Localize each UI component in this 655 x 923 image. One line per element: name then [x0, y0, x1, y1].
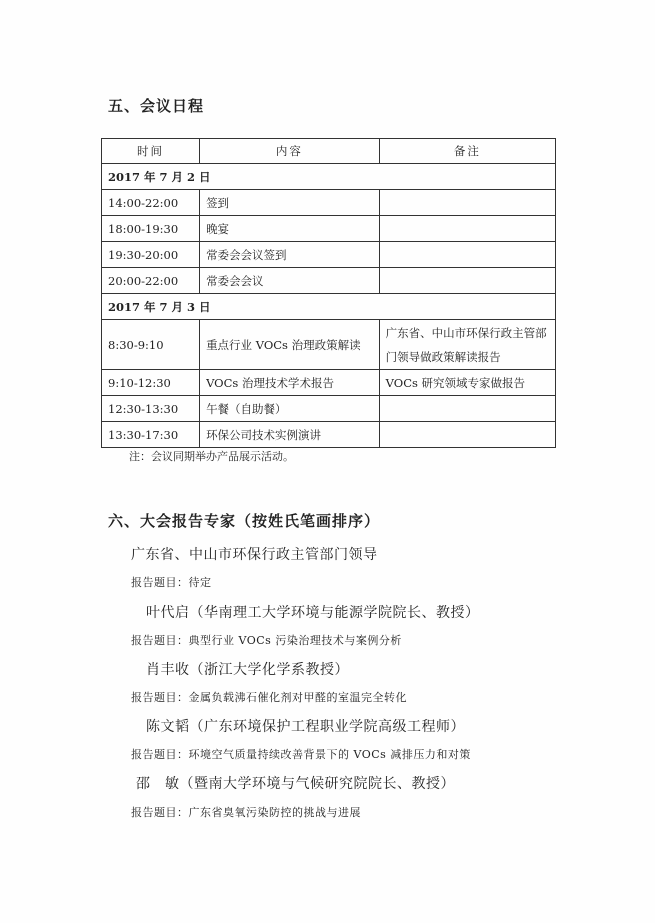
- row-time: 9:10-12:30: [102, 370, 200, 396]
- row-content: 签到: [200, 190, 380, 216]
- row-time: 8:30-9:10: [102, 320, 200, 370]
- expert-speaker: 邵 敏（暨南大学环境与气候研究院院长、教授）: [136, 776, 455, 792]
- row-note: [379, 422, 555, 448]
- row-note: VOCs 研究领域专家做报告: [379, 370, 555, 396]
- row-content: 重点行业 VOCs 治理政策解读: [200, 320, 380, 370]
- row-content: 午餐（自助餐）: [200, 396, 380, 422]
- expert-speaker: 肖丰收（浙江大学化学系教授）: [146, 662, 349, 678]
- row-content: 常委会会议: [200, 268, 380, 294]
- table-row: [102, 370, 556, 396]
- row-content: 晚宴: [200, 216, 380, 242]
- day2-date: 2017 年 7 月 3 日: [102, 294, 556, 320]
- row-time: 12:30-13:30: [102, 396, 200, 422]
- expert-speaker: 陈文韬（广东环境保护工程职业学院高级工程师）: [146, 719, 465, 735]
- table-row: [102, 242, 556, 268]
- row-note: [379, 190, 555, 216]
- row-time: 18:00-19:30: [102, 216, 200, 242]
- schedule-table: [101, 138, 556, 448]
- row-time: 14:00-22:00: [102, 190, 200, 216]
- table-row: [102, 268, 556, 294]
- expert-topic: 报告题目：典型行业 VOCs 污染治理技术与案例分析: [131, 634, 402, 647]
- expert-topic: 报告题目：环境空气质量持续改善背景下的 VOCs 减排压力和对策: [131, 748, 471, 761]
- day-row: [102, 294, 556, 320]
- row-note: 广东省、中山市环保行政主管部门领导做政策解读报告: [379, 320, 555, 370]
- row-time: 19:30-20:00: [102, 242, 200, 268]
- table-row: [102, 320, 556, 370]
- table-header-row: [102, 139, 556, 164]
- row-note: [379, 216, 555, 242]
- expert-topic: 报告题目：待定: [131, 576, 212, 589]
- row-content: VOCs 治理技术学术报告: [200, 370, 380, 396]
- schedule-footnote: 注：会议同期举办产品展示活动。: [129, 450, 294, 463]
- table-row: [102, 190, 556, 216]
- day-row: [102, 164, 556, 190]
- expert-topic: 报告题目：金属负载沸石催化剂对甲醛的室温完全转化: [131, 691, 407, 704]
- table-row: [102, 396, 556, 422]
- header-content: 内容: [200, 139, 380, 164]
- row-time: 13:30-17:30: [102, 422, 200, 448]
- expert-topic: 报告题目：广东省臭氧污染防控的挑战与进展: [131, 806, 361, 819]
- row-content: 环保公司技术实例演讲: [200, 422, 380, 448]
- table-row: [102, 422, 556, 448]
- section-6-title: 六、大会报告专家（按姓氏笔画排序）: [108, 512, 381, 530]
- row-content: 常委会会议签到: [200, 242, 380, 268]
- row-note: [379, 268, 555, 294]
- table-row: [102, 216, 556, 242]
- header-note: 备注: [379, 139, 555, 164]
- expert-speaker: 叶代启（华南理工大学环境与能源学院院长、教授）: [146, 605, 480, 621]
- row-note: [379, 242, 555, 268]
- expert-speaker: 广东省、中山市环保行政主管部门领导: [131, 547, 378, 563]
- section-5-title: 五、会议日程: [108, 97, 205, 115]
- header-time: 时间: [102, 139, 200, 164]
- day1-date: 2017 年 7 月 2 日: [102, 164, 556, 190]
- row-note: [379, 396, 555, 422]
- row-time: 20:00-22:00: [102, 268, 200, 294]
